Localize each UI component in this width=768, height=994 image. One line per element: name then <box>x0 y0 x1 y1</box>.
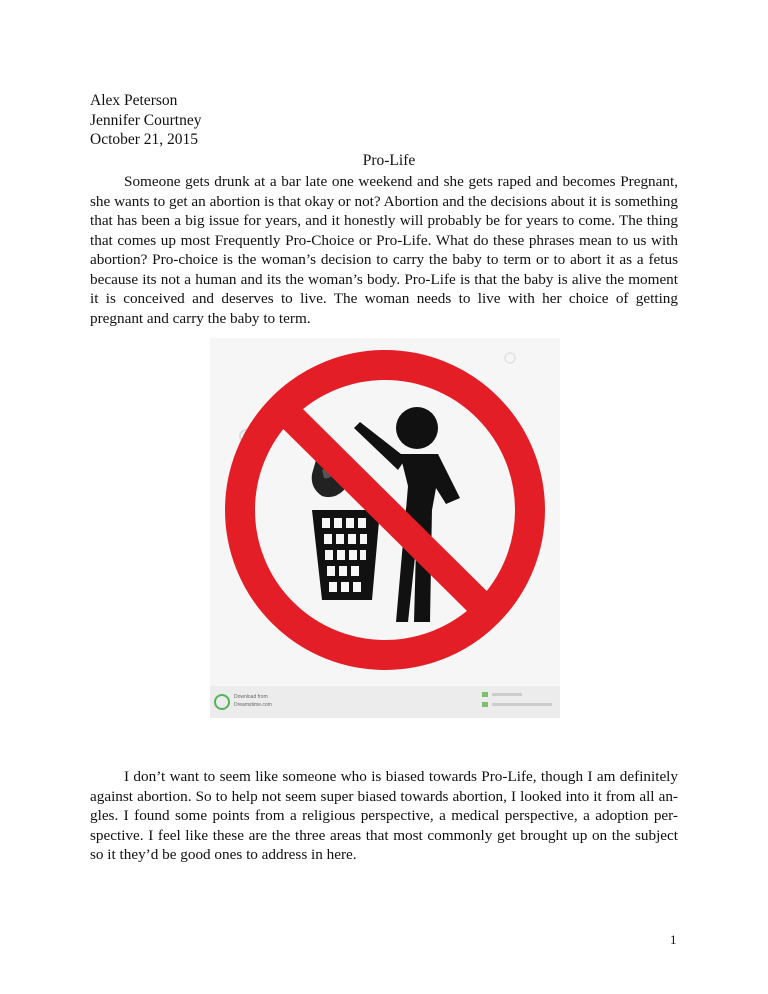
no-littering-sign-image <box>210 338 560 718</box>
paragraph-2 <box>90 767 678 865</box>
instructor-name: Jennifer Courtney <box>90 111 202 129</box>
paragraph-1 <box>90 172 678 328</box>
prohibition-sign-icon <box>210 338 560 718</box>
document-title: Pro-Life <box>362 152 416 169</box>
paragraph-1-text: Someone gets drunk at a bar late one weekend and she gets raped and becomes Pregnant, she wants to get an abortion is that okay or not? Abortion and the decisions about it is something that has been a big issue for years, and it honestly will probably be for years to come. The thing that comes up most Frequently Pro-Choice or Pro-Life. What do these phrases mean to us with abortion? Pro-choice is the woman’s decision to carry the baby to term or to abort it as a fetus because its not a human and its the woman’s body. Pro-Life is that the baby is alive the moment it is conceived and deserves to live. The woman needs to live with her choice of getting pregnant and carry the baby to term. <box>90 173 678 327</box>
author-name: Alex Peterson <box>90 92 178 109</box>
document-date: October 21, 2015 <box>90 131 199 148</box>
watermark-line-2: Dreamstime.com <box>234 702 272 708</box>
document-header <box>90 91 201 150</box>
page-number: 1 <box>670 932 677 947</box>
watermark-line-1: Download from <box>234 694 268 700</box>
paragraph-2-text: I don’t want to seem like someone who is biased towards Pro-Life, though I am definitely against abortion. So to help not seem super biased towards abortion, I looked into it from all an-gles. I found some points from a religious perspective, a medical perspective, a adoption per-spective. I feel like these are the three areas that most commonly get brought up on the subject so it they’d be good ones to address in here. <box>90 768 678 863</box>
